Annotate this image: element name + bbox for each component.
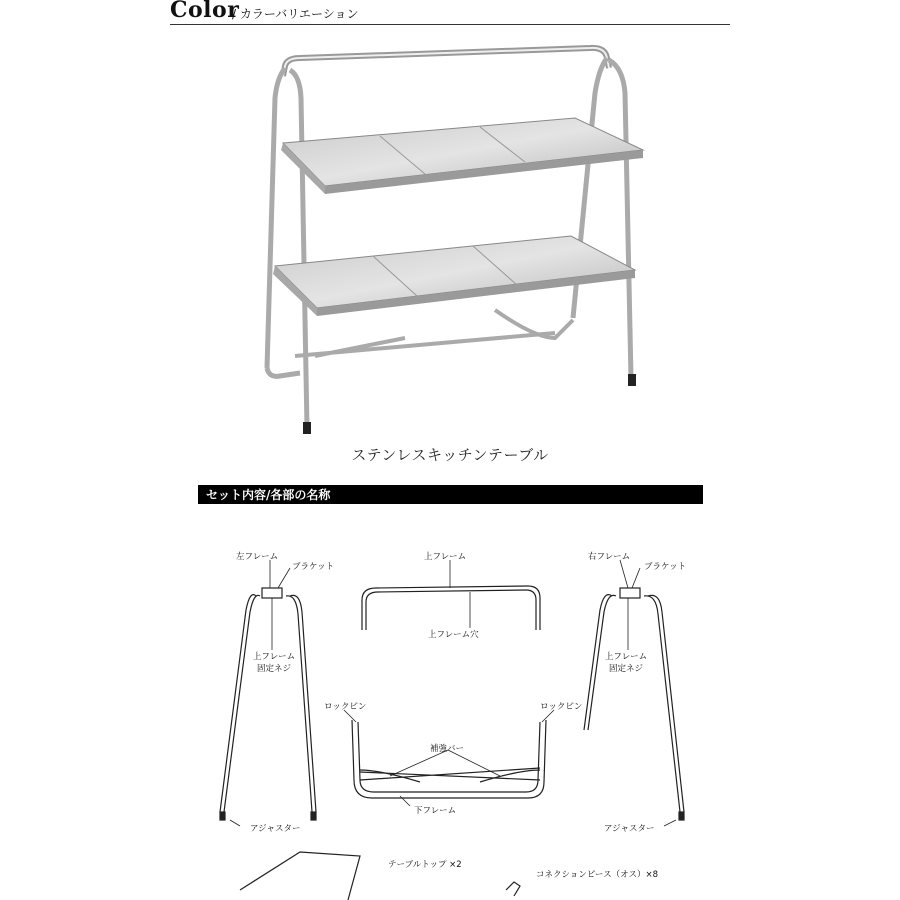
label-top-frame-screw-right — [604, 650, 648, 674]
label-connection-piece: コネクションピース（オス）×8 — [536, 870, 659, 880]
label-reinforcement-bar: 補強バー — [430, 744, 465, 754]
label-bracket-left: ブラケット — [292, 562, 335, 572]
product-caption: ステンレスキッチンテーブル — [351, 446, 549, 464]
section-header-bar — [198, 485, 703, 504]
header-divider — [170, 24, 730, 25]
label-left-frame: 左フレーム — [236, 552, 279, 562]
label-bracket-right: ブラケット — [644, 562, 687, 572]
right-frame-front — [609, 60, 631, 378]
section-title: セット内容/各部の名称 — [206, 488, 331, 502]
label-top-frame-screw-left-line1: 上フレーム — [252, 652, 296, 662]
label-table-top: テーブルトップ ×2 — [388, 860, 462, 870]
label-lock-pin-left: ロックピン — [324, 702, 367, 712]
label-bottom-frame: 下フレーム — [414, 806, 457, 816]
product-image — [255, 38, 655, 443]
header-title: Color — [170, 0, 240, 23]
label-top-frame-screw-left — [252, 650, 296, 674]
reinforcement-bars — [295, 310, 573, 356]
label-top-frame-hole: 上フレーム穴 — [428, 630, 479, 640]
label-right-frame: 右フレーム — [588, 552, 631, 562]
foot-right — [628, 374, 636, 386]
table-top-drawing — [240, 852, 360, 900]
foot-left — [303, 422, 311, 434]
label-adjuster-right: アジャスター — [604, 824, 655, 834]
connection-piece-drawing — [506, 882, 520, 896]
bottom-frame-drawing — [352, 720, 546, 798]
label-top-frame-screw-left-line2: 固定ネジ — [256, 664, 291, 674]
right-frame-drawing — [584, 588, 684, 820]
top-frame-drawing — [362, 586, 540, 630]
label-top-frame: 上フレーム — [424, 552, 467, 562]
header-subtitle: / カラーバリエーション — [232, 7, 359, 21]
color-header — [170, 0, 730, 26]
left-frame-back — [267, 68, 285, 368]
label-top-frame-screw-right-line1: 上フレーム — [604, 652, 648, 662]
label-adjuster-left: アジャスター — [250, 824, 301, 834]
label-top-frame-screw-right-line2: 固定ネジ — [608, 664, 643, 674]
label-lock-pin-right: ロックピン — [540, 702, 583, 712]
left-frame-drawing — [220, 588, 316, 820]
